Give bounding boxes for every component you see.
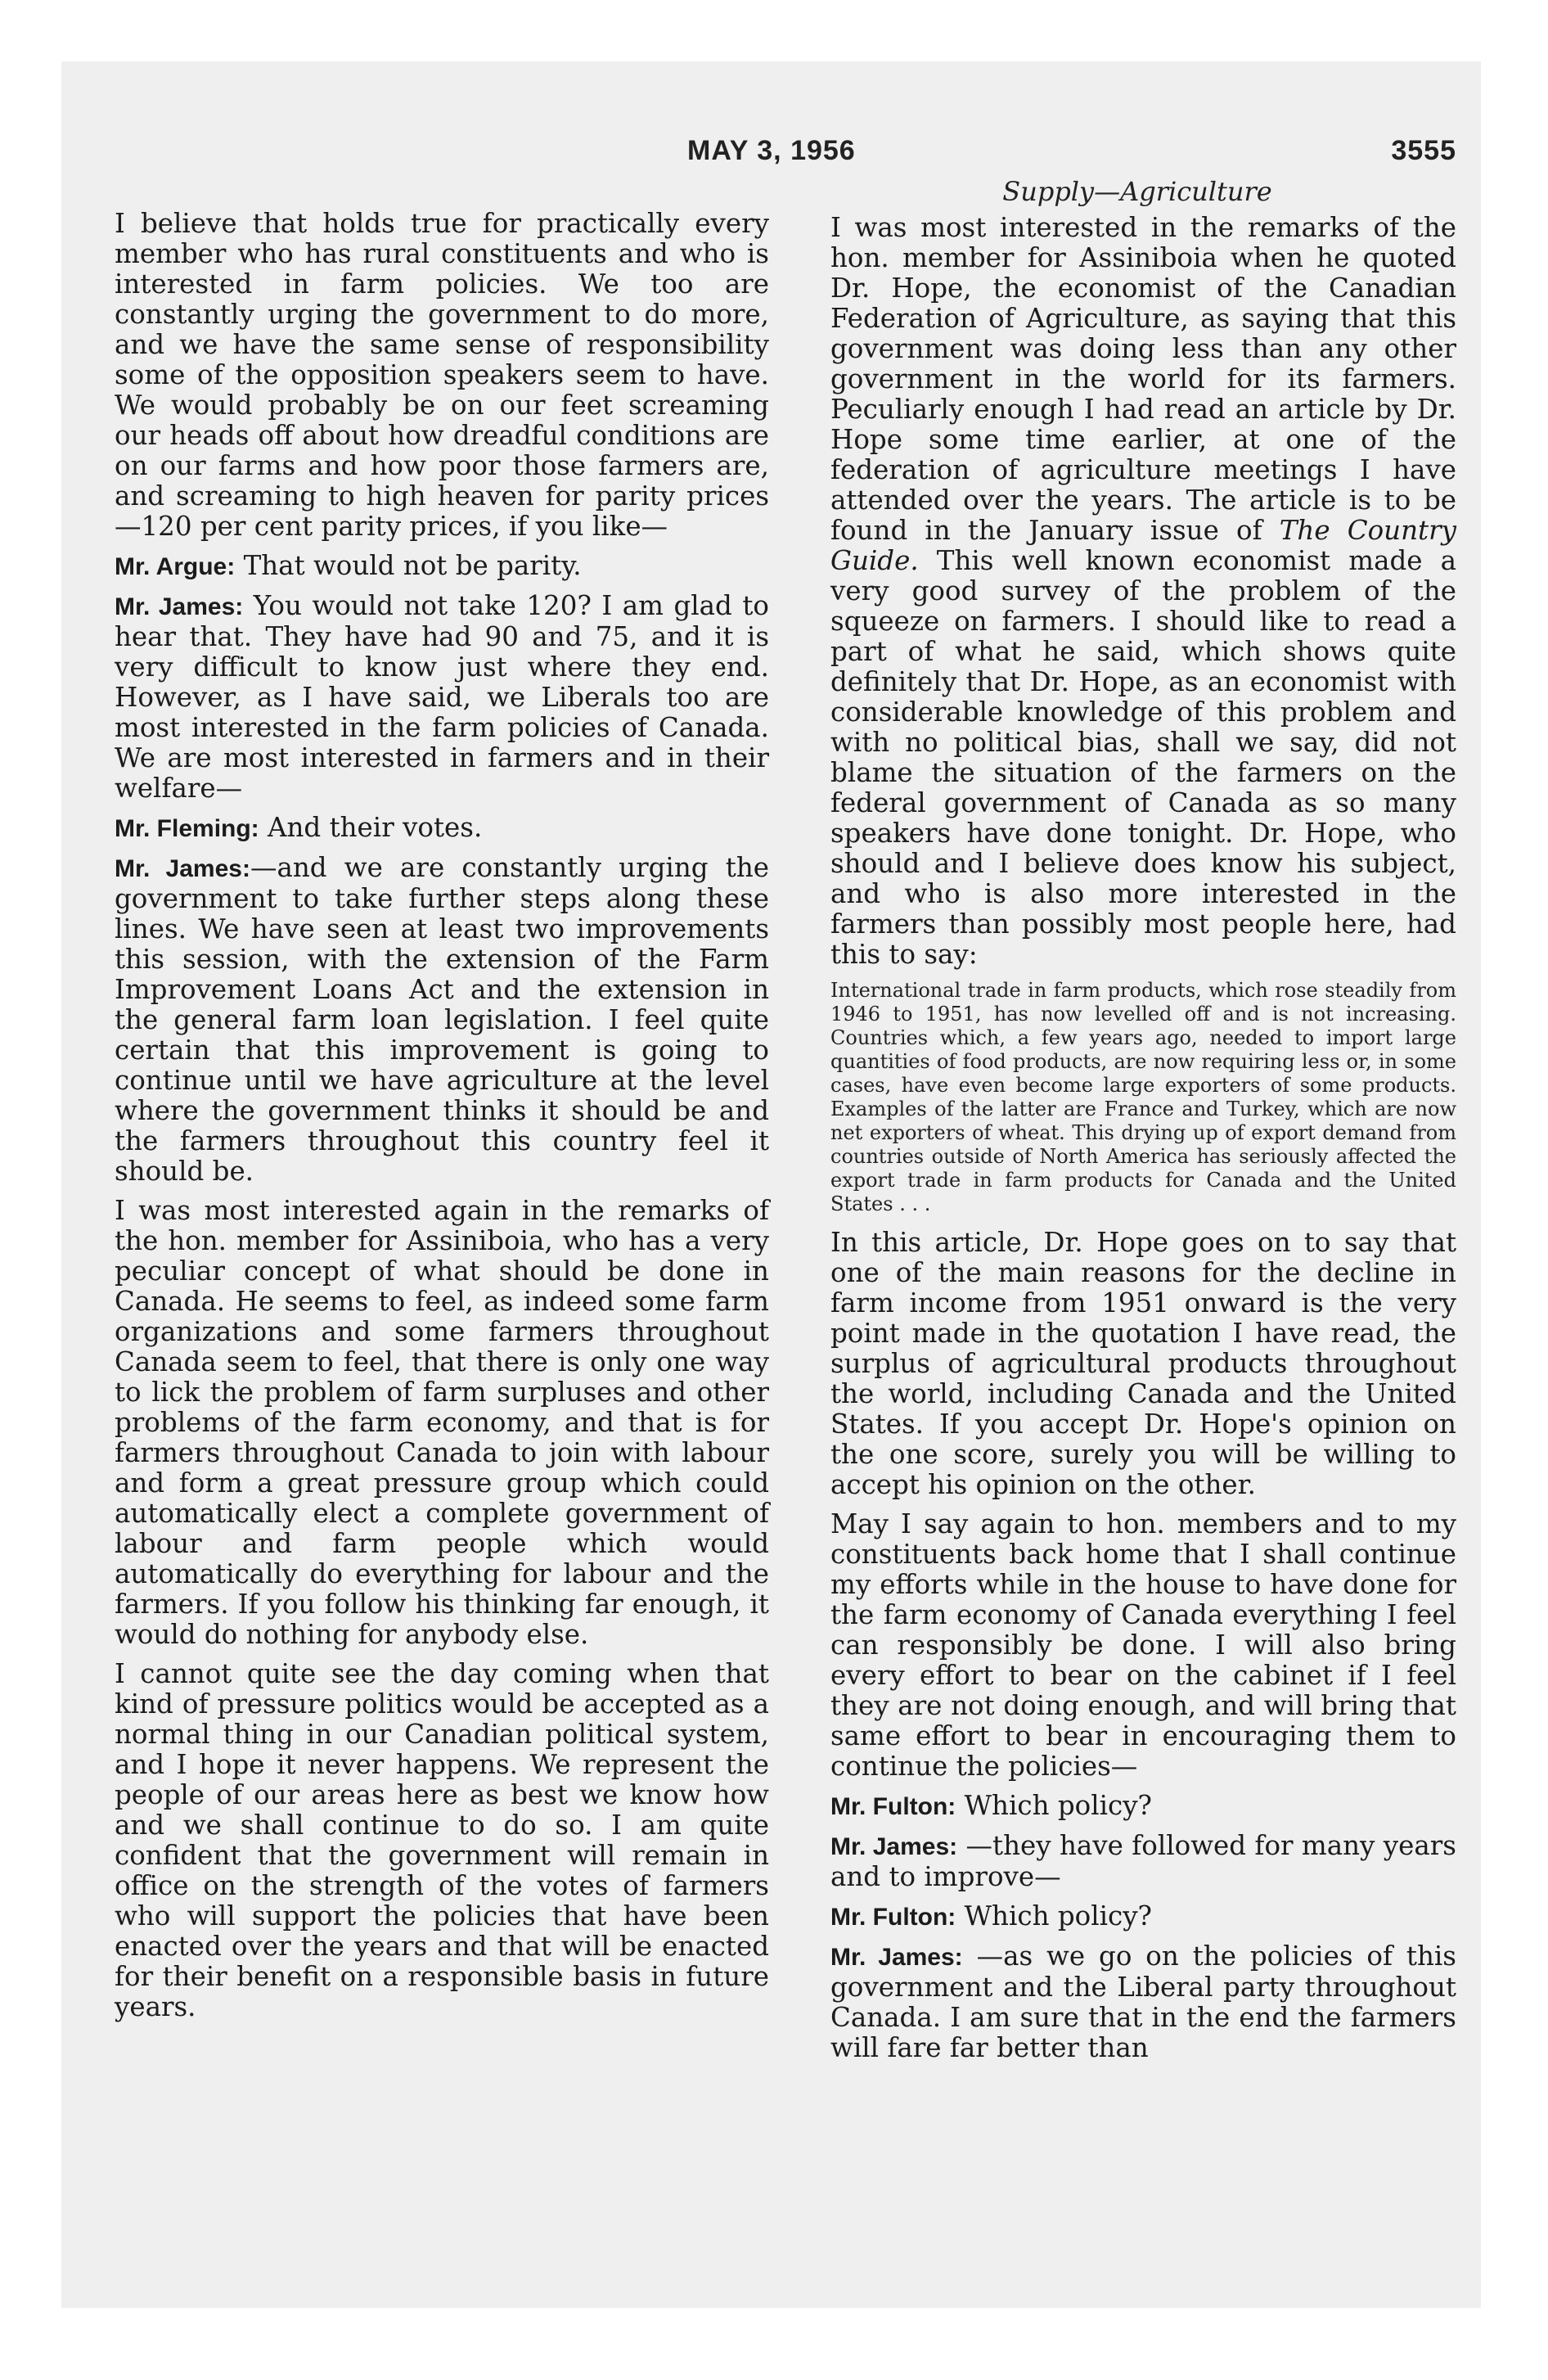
speech-text: That would not be parity. bbox=[243, 550, 582, 581]
speech bbox=[115, 853, 769, 1187]
header-date: MAY 3, 1956 bbox=[687, 135, 856, 166]
paragraph: May I say again to hon. members and to my constituents back home that I shall continue my efforts while in the house to have done for the farm economy of Canada everything I feel can responsibly be done. I will also bring every effort to bear on the cabinet if I feel they are not doing enough, and will bring that same effort to bear in encouraging them to continue the policies— bbox=[830, 1508, 1456, 1782]
paragraph: I believe that holds true for practically every member who has rural constituents and who is interested in farm policies. We too are constantly urging the government to do more, and we have the same sense of responsibility some of the opposition speakers seem to have. We would probably be on our feet screaming our heads off about how dreadful conditions are on our farms and how poor those farmers are, and screaming to high heaven for parity prices—120 per cent parity prices, if you like— bbox=[115, 208, 769, 542]
speaker-name: Mr. Argue: bbox=[115, 553, 236, 580]
paragraph: I was most interested again in the remarks of the hon. member for Assiniboia, who has a very peculiar concept of what should be done in Canada. He seems to feel, as indeed some farm organizations and some farmers throughout Canada seem to feel, that there is only one way to lick the problem of farm surpluses and other problems of the farm economy, and that is for farmers throughout Canada to join with labour and form a great pressure group which could automatically elect a complete government of labour and farm people which would automatically do everything for labour and the farmers. If you follow his thinking far enough, it would do nothing for anybody else. bbox=[115, 1195, 769, 1650]
speech-text: —they have followed for many years and to improve— bbox=[830, 1830, 1456, 1892]
publication-title: The Country Guide. bbox=[830, 515, 1456, 576]
speech bbox=[115, 551, 769, 582]
speech-text: —and we are constantly urging the government to take further steps along these lines. We have seen at least two improvements this session, with the extension of the Farm Improvement Loans Act and the extension in the general farm loan legislation. I feel quite certain that this improvement is going to continue until we have agriculture at the level where the government thinks it should be and the farmers throughout this country feel it should be. bbox=[115, 852, 769, 1187]
right-column bbox=[830, 213, 1456, 2072]
paragraph-text: This well known economist made a very good survey of the problem of the squeeze on farmers. I should like to read a part of what he said, which shows quite definitely that Dr. Hope, as an economist with considerable knowledge of this problem and with no political bias, shall we say, did not blame the situation of the farmers on the federal government of Canada as so many speakers have done tonight. Dr. Hope, who should and I believe does know his subject, and who is also more interested in the farmers than possibly most people here, had this to say: bbox=[830, 545, 1456, 970]
speech-text: Which policy? bbox=[964, 1900, 1152, 1931]
speech bbox=[830, 1831, 1456, 1892]
speech-text: —as we go on the policies of this government and the Liberal party throughout Canada. I am sure that in the end the farmers will fare far better than bbox=[830, 1941, 1456, 2063]
speaker-name: Mr. Fulton: bbox=[830, 1904, 956, 1931]
paragraph: In this article, Dr. Hope goes on to say that one of the main reasons for the decline in farm income from 1951 onward is the very point made in the quotation I have read, the surplus of agricultural products throughout the world, including Canada and the United States. If you accept Dr. Hope's opinion on the one score, surely you will be willing to accept his opinion on the other. bbox=[830, 1227, 1456, 1500]
speech bbox=[830, 1791, 1456, 1822]
speech-text: And their votes. bbox=[268, 812, 483, 843]
speaker-name: Mr. Fulton: bbox=[830, 1793, 956, 1820]
left-column bbox=[115, 209, 769, 2031]
speech bbox=[830, 1941, 1456, 2063]
speech bbox=[830, 1901, 1456, 1932]
speaker-name: Mr. Fleming: bbox=[115, 815, 259, 842]
page-number: 3555 bbox=[1391, 135, 1456, 166]
speech bbox=[115, 591, 769, 804]
running-head: Supply—Agriculture bbox=[1002, 176, 1272, 207]
paragraph: I cannot quite see the day coming when that kind of pressure politics would be accepted as a normal thing in our Canadian political system, and I hope it never happens. We represent the people of our areas here as best we know how and we shall continue to do so. I am quite confident that the government will remain in office on the strength of the votes of farmers who will support the policies that have been enacted over the years and that will be enacted for their benefit on a responsible basis in future years. bbox=[115, 1658, 769, 2022]
page-header bbox=[115, 135, 1456, 176]
speech bbox=[115, 813, 769, 844]
block-quote: International trade in farm products, which rose steadily from 1946 to 1951, has now levelled off and is not increasing. Countries which, a few years ago, needed to import large quantities of food products, are now requiring less or, in some cases, have even become large exporters of some products. Examples of the latter are France and Turkey, which are now net exporters of wheat. This drying up of export demand from countries outside of North America has seriously affected the export trade in farm products for Canada and the United States . . . bbox=[830, 979, 1456, 1215]
speaker-name: Mr. James: bbox=[830, 1944, 963, 1971]
speaker-name: Mr. James: bbox=[115, 855, 250, 882]
speech-text: Which policy? bbox=[964, 1790, 1152, 1821]
speaker-name: Mr. James: bbox=[830, 1833, 958, 1860]
paragraph bbox=[830, 213, 1456, 970]
paragraph-text: I was most interested in the remarks of the hon. member for Assiniboia when he quoted Dr. Hope, the economist of the Canadian Federation of Agriculture, as saying that this government was doing less than any other government in the world for its farmers. Peculiarly enough I had read an article by Dr. Hope some time earlier, at one of the federation of agriculture meetings I have attended over the years. The article is to be found in the January issue of bbox=[830, 212, 1456, 546]
speaker-name: Mr. James: bbox=[115, 593, 244, 620]
speech-text: You would not take 120? I am glad to hear that. They have had 90 and 75, and it is very difficult to know just where they end. However, as I have said, we Liberals too are most interested in the farm policies of Canada. We are most interested in farmers and in their welfare— bbox=[115, 590, 769, 804]
